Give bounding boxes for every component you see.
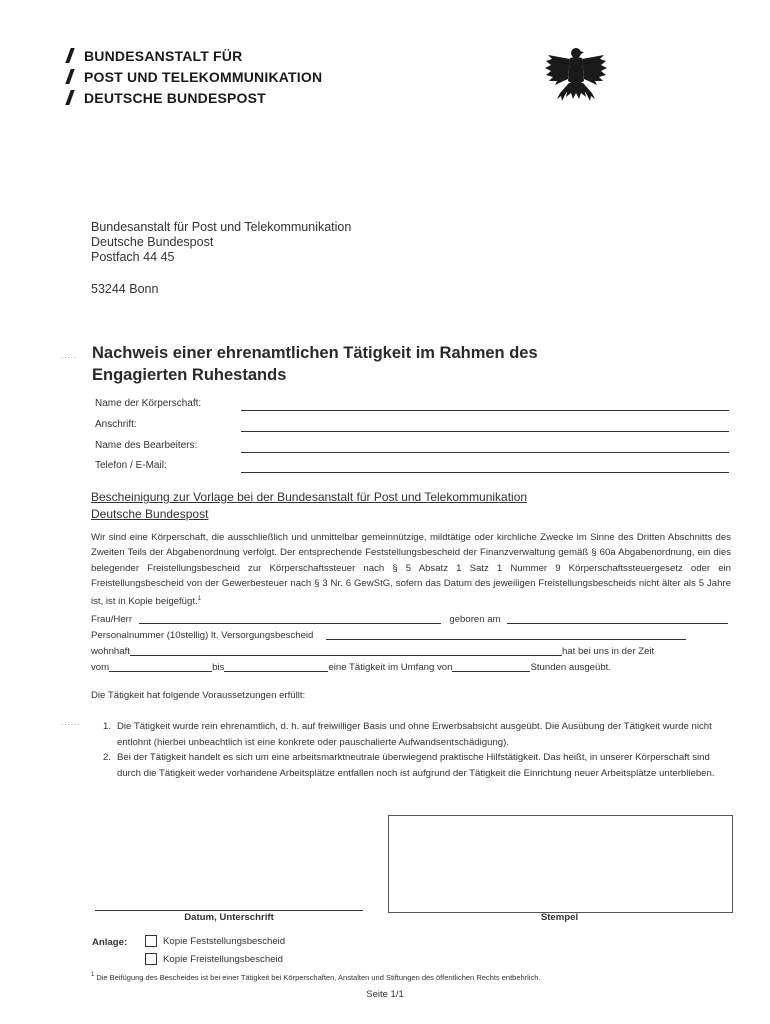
certificate-paragraph-text: Wir sind eine Körperschaft, die ausschließlich und unmittelbar gemeinnützige, mildtätige oder kirchliche Zwecke im Sinne des Dritten Abschnitts des Zweiten Teils der Abgabenordnung verfolgt. Der entsprechende Feststellungsbescheid der Finanzverwaltung gemäß § 60a Abgabenordnung, ein dies belegender Freistellungsbescheid zur Körperschaftssteuer nach § 5 Absatz 1 Satz 1 Nummer 9 Körperschaftssteuergesetz oder ein Freistellungsbescheid von der Gewerbesteuer nach § 3 Nr. 6 GewStG, sofern das Datum des jeweiligen Freistellungsbescheids nicht älter als 5 Jahre ist, ist in Kopie beigefügt.	[91, 532, 731, 607]
signature-line[interactable]	[95, 910, 363, 911]
margin-mark-2: ......	[61, 718, 81, 727]
input-vom[interactable]	[109, 661, 212, 672]
org-name-line-3	[68, 90, 266, 106]
label-zeit: hat bei uns in der Zeit	[561, 646, 655, 657]
input-personalnummer[interactable]	[326, 629, 686, 640]
label-umfang: eine Tätigkeit im Umfang von	[328, 662, 453, 673]
checkbox-label-freistellungsbescheid: Kopie Freistellungsbescheid	[163, 954, 283, 965]
footnote-number: 1	[91, 972, 95, 978]
condition-number: 2.	[103, 752, 112, 763]
certificate-paragraph	[91, 530, 731, 609]
input-bis[interactable]	[224, 661, 328, 672]
label-geboren-am: geboren am	[449, 614, 501, 625]
page-title-line-1: Nachweis einer ehrenamtlichen Tätigkeit im Rahmen des	[92, 344, 538, 362]
certificate-heading-line-2: Deutsche Bundespost	[91, 507, 209, 521]
org-name-line-1	[68, 48, 242, 64]
label-bis: bis	[212, 662, 225, 673]
label-personalnummer: Personalnummer (10stellig) lt. Versorgungsbescheid	[91, 630, 314, 641]
page-title	[92, 342, 538, 386]
org-name-text-2: POST UND TELEKOMMUNIKATION	[84, 69, 323, 85]
conditions-intro: Die Tätigkeit hat folgende Voraussetzungen erfüllt:	[91, 690, 306, 701]
condition-number: 1.	[103, 721, 112, 732]
label-bearbeiter: Name des Bearbeiters:	[95, 440, 198, 451]
input-anschrift[interactable]	[241, 431, 729, 432]
slash-mark	[65, 90, 74, 105]
address-line-1: Bundesanstalt für Post und Telekommunikation	[91, 220, 352, 234]
certificate-heading	[91, 489, 527, 523]
footnote	[91, 972, 541, 982]
condition-item	[103, 719, 728, 750]
row-wohnhaft	[91, 645, 654, 657]
input-stunden[interactable]	[452, 661, 530, 672]
label-telefon-email: Telefon / E-Mail:	[95, 460, 167, 471]
footnote-ref: 1	[197, 595, 202, 602]
conditions-list	[103, 719, 728, 781]
footnote-text: Die Beifügung des Bescheides ist bei einer Tätigkeit bei Körperschaften, Anstalten und Stiftungen des öffentlichen Rechts entbehrlich.	[96, 973, 541, 982]
page-number: Seite 1/1	[366, 989, 404, 1000]
input-name-koerperschaft[interactable]	[241, 410, 729, 411]
condition-item	[103, 750, 728, 781]
slash-mark	[65, 48, 74, 63]
certificate-heading-line-1: Bescheinigung zur Vorlage bei der Bundesanstalt für Post und Telekommunikation	[91, 490, 528, 504]
row-zeitraum	[91, 661, 611, 673]
address-block	[91, 220, 351, 297]
federal-eagle-icon	[544, 43, 608, 115]
label-anschrift: Anschrift:	[95, 419, 137, 430]
margin-mark-1: .....	[61, 351, 78, 360]
checkbox-label-feststellungsbescheid: Kopie Feststellungsbescheid	[163, 936, 286, 947]
input-geboren-am[interactable]	[507, 613, 728, 624]
row-personalnummer	[91, 629, 686, 641]
stamp-label: Stempel	[540, 912, 579, 923]
condition-text: Die Tätigkeit wurde rein ehrenamtlich, d. h. auf freiwilliger Basis und ohne Erwerbsabsicht ausgeübt. Die Ausübung der Tätigkeit wurde nicht entlohnt (hierbei unbeachtlich ist eine konkrete oder pauschalierte Aufwandsentschädigung).	[117, 721, 712, 748]
attachments-label: Anlage:	[92, 937, 128, 948]
row-frau-herr	[91, 613, 728, 625]
label-stunden: Stunden ausgeübt.	[530, 662, 612, 673]
org-name-line-2	[68, 69, 322, 85]
org-name-text-3: DEUTSCHE BUNDESPOST	[84, 90, 266, 106]
page-title-line-2: Engagierten Ruhestands	[92, 366, 287, 384]
label-wohnhaft: wohnhaft	[91, 646, 130, 657]
checkbox-freistellungsbescheid[interactable]	[145, 953, 157, 965]
input-bearbeiter[interactable]	[241, 452, 729, 453]
address-line-2: Deutsche Bundespost	[91, 235, 214, 249]
address-line-3: Postfach 44 45	[91, 250, 175, 264]
signature-label: Datum, Unterschrift	[184, 912, 274, 923]
condition-text: Bei der Tätigkeit handelt es sich um eine arbeitsmarktneutrale überwiegend praktische Hilfstätigkeit. Das heißt, in unserer Körperschaft sind durch die Tätigkeit weder vorhandene Arbeitsplätze entfallen noch ist aufgrund der Tätigkeit die Einrichtung neuer Arbeitsplätze unterblieben.	[117, 752, 715, 779]
stamp-box[interactable]	[388, 815, 733, 913]
address-city: 53244 Bonn	[91, 282, 159, 296]
checkbox-feststellungsbescheid[interactable]	[145, 935, 157, 947]
input-frau-herr[interactable]	[139, 613, 441, 624]
label-name-koerperschaft: Name der Körperschaft:	[95, 398, 202, 409]
input-wohnhaft[interactable]	[130, 645, 562, 656]
label-frau-herr: Frau/Herr	[91, 614, 133, 625]
label-vom: vom	[91, 662, 110, 673]
input-telefon-email[interactable]	[241, 472, 729, 473]
slash-mark	[65, 69, 74, 84]
org-name-text-1: BUNDESANSTALT FÜR	[84, 48, 243, 64]
